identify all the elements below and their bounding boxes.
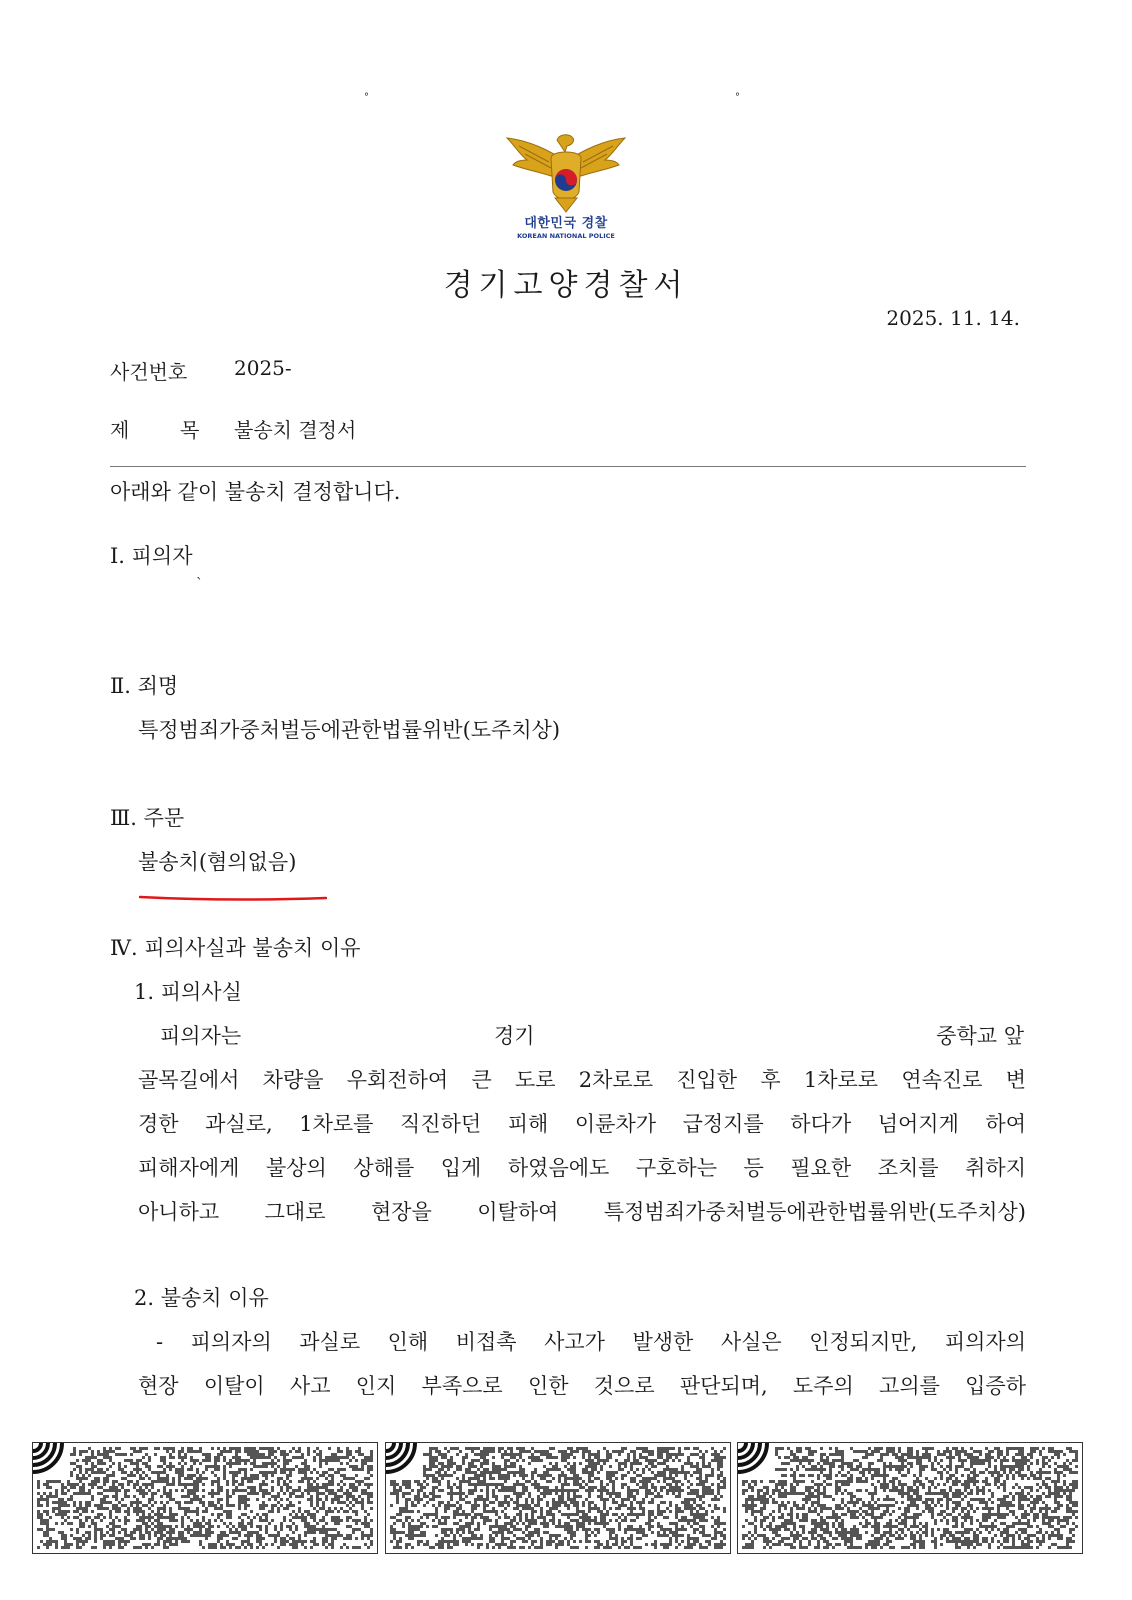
- facts-line-0-middle: 경기: [494, 1024, 535, 1048]
- facts-line-0-start: 피의자는: [160, 1024, 242, 1048]
- subject-label-part-2: 목: [180, 418, 200, 442]
- reason-line: - 피의자의 과실로 인해 비접촉 사고가 발생한 사실은 인정되지만, 피의자의: [156, 1330, 1026, 1354]
- charge-name: 특정범죄가중처벌등에관한법률위반(도주치상): [138, 718, 561, 742]
- case-number-value: 2025-: [234, 356, 292, 380]
- document-barcode-1: [32, 1442, 378, 1554]
- document-barcode-2: [385, 1442, 731, 1554]
- red-underline-mark: [139, 895, 327, 901]
- facts-line: 아니하고 그대로 현장을 이탈하여 특정범죄가중처벌등에관한법률위반(도주치상): [138, 1200, 1026, 1224]
- header-mark-left: °: [364, 92, 369, 103]
- logo-english-text: KOREAN NATIONAL POLICE: [517, 232, 615, 240]
- section-1-title: Ⅰ. 피의자: [110, 544, 193, 568]
- section-3-title: Ⅲ. 주문: [110, 806, 185, 830]
- section-4-title: Ⅳ. 피의사실과 불송치 이유: [110, 936, 361, 960]
- facts-line: 경한 과실로, 1차로를 직진하던 피해 이륜차가 급정지를 하다가 넘어지게 하여: [138, 1112, 1026, 1136]
- case-number-label: 사건번호: [110, 360, 188, 384]
- facts-line: 피해자에게 불상의 상해를 입게 하였음에도 구호하는 등 필요한 조치를 취하지: [138, 1156, 1026, 1180]
- facts-line-0-end: 중학교 앞: [936, 1024, 1024, 1048]
- subject-label-part-1: 제: [110, 418, 130, 442]
- subject-value: 불송치 결정서: [234, 418, 357, 442]
- section-1-mark: `: [196, 576, 203, 592]
- section-2-title: Ⅱ. 죄명: [110, 674, 179, 698]
- logo-korean-text: 대한민국 경찰: [524, 216, 608, 231]
- subsection-facts-title: 1. 피의사실: [134, 980, 242, 1004]
- facts-line: 골목길에서 차량을 우회전하여 큰 도로 2차로로 진입한 후 1차로로 연속진로 변: [138, 1068, 1026, 1092]
- header-mark-right: °: [735, 92, 740, 103]
- document-date: 2025. 11. 14.: [886, 306, 1020, 330]
- disposition-text: 불송치(혐의없음): [138, 850, 297, 874]
- document-barcode-3: [737, 1442, 1083, 1554]
- organization-title: 경기고양경찰서: [443, 268, 689, 303]
- header-divider: [110, 466, 1026, 467]
- subsection-reason-title: 2. 불송치 이유: [134, 1286, 269, 1310]
- reason-line: 현장 이탈이 사고 인지 부족으로 인한 것으로 판단되며, 도주의 고의를 입증하: [138, 1374, 1026, 1398]
- intro-text: 아래와 같이 불송치 결정합니다.: [110, 480, 401, 504]
